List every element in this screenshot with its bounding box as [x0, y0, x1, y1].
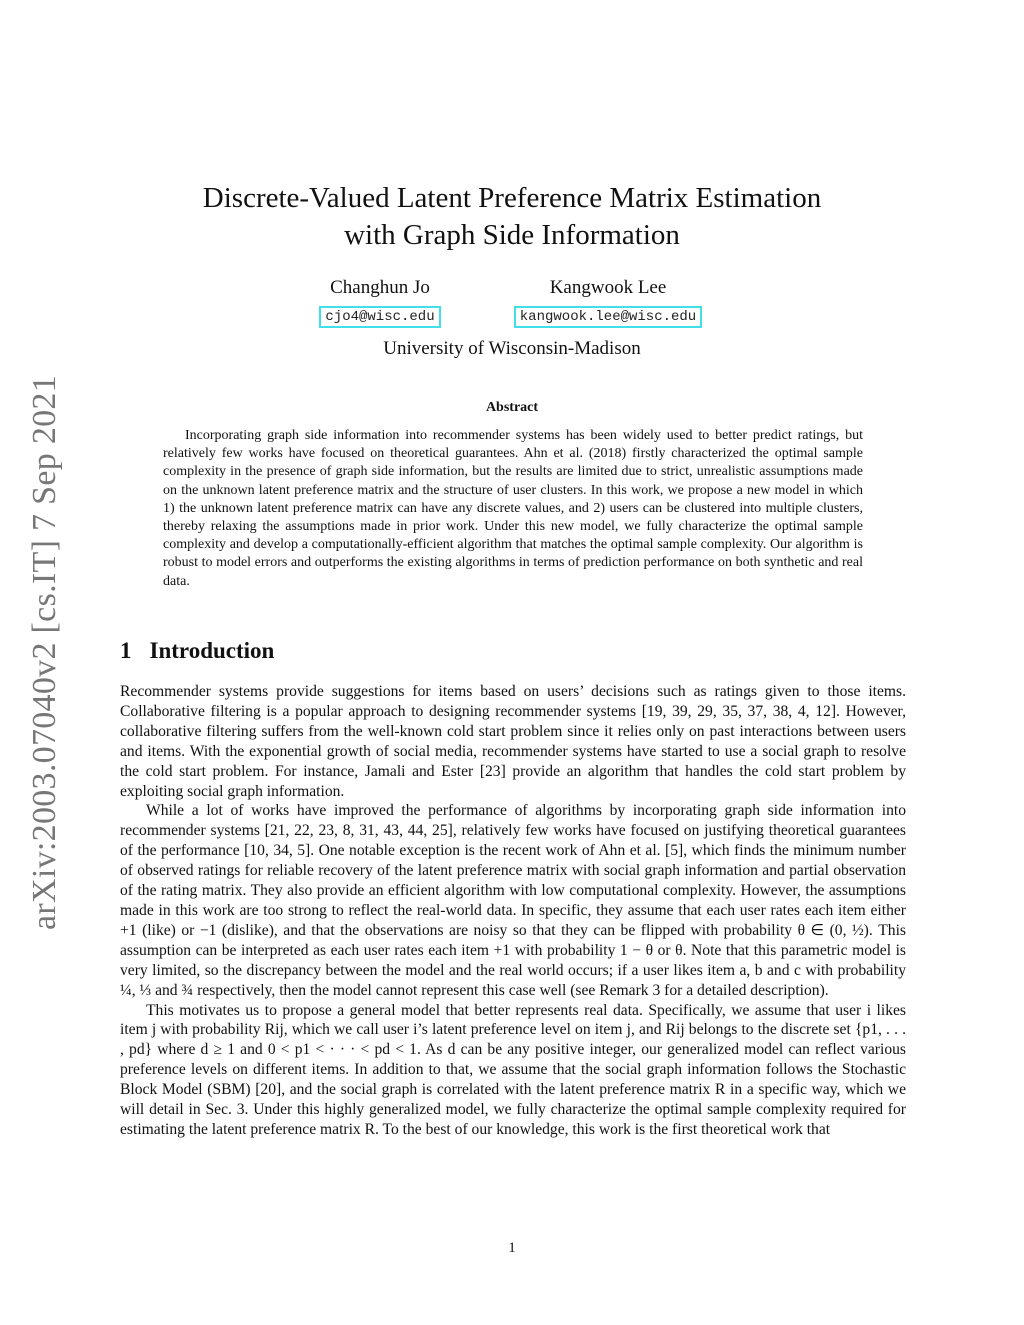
page-number: 1 [508, 1240, 516, 1256]
introduction-body [120, 682, 906, 1140]
affiliation: University of Wisconsin-Madison [383, 338, 641, 359]
author-2 [500, 276, 716, 328]
paper-title [120, 180, 904, 254]
author-email-link[interactable]: kangwook.lee@wisc.edu [514, 306, 702, 328]
paragraph: This motivates us to propose a general model that better represents real data. Specifically, we assume that user i likes item j with probability Rij, which we call user i’s latent preference level on item j, and Rij belongs to the discrete set {p1, . . . , pd} where d ≥ 1 and 0 < p1 < · · · < pd < 1. As d can be any positive integer, our generalized model can reflect various preference levels on different items. In addition to that, we assume that the social graph information follows the Stochastic Block Model (SBM) [20], and the social graph is correlated with the latent preference matrix R in a specific way, which we will detail in Sec. 3. Under this highly generalized model, we fully characterize the optimal sample complexity required for estimating the latent preference matrix R. To the best of our knowledge, this work is the first theoretical work that [120, 1001, 906, 1138]
abstract-heading: Abstract [485, 400, 539, 415]
paragraph: Recommender systems provide suggestions for items based on users’ decisions such as ratings given to those items. Collaborative filtering is a popular approach to designing recommender systems [19, 39, 29, 35, 37, 38, 4, 12]. However, collaborative filtering suffers from the well-known cold start problem since it relies only on past interactions between users and items. With the exponential growth of social media, recommender systems have started to use a social graph to resolve the cold start problem. For instance, Jamali and Ester [23] provide an algorithm that handles the cold start problem by exploiting social graph information. [120, 683, 906, 800]
author-name: Kangwook Lee [549, 277, 667, 298]
author-1 [300, 276, 460, 328]
section-title: Introduction [149, 638, 275, 663]
arxiv-side-stamp [26, 374, 66, 930]
section-heading [120, 638, 274, 664]
author-email-link[interactable]: cjo4@wisc.edu [319, 306, 440, 328]
section-number: 1 [120, 638, 132, 663]
abstract-text: Incorporating graph side information into recommender systems has been widely used to better predict ratings, but relatively few works have focused on theoretical guarantees. Ahn et al. (2018) firstly characterized the optimal sample complexity in the presence of graph side information, but the results are limited due to strict, unrealistic assumptions made on the unknown latent preference matrix and the structure of user clusters. In this work, we propose a new model in which 1) the unknown latent preference matrix can have any discrete values, and 2) users can be clustered into multiple clusters, thereby relaxing the assumptions made in prior work. Under this new model, we fully characterize the optimal sample complexity and develop a computationally-efficient algorithm that matches the optimal sample complexity. Our algorithm is robust to model errors and outperforms the existing algorithms in terms of prediction performance on both synthetic and real data. [163, 428, 863, 589]
title-line-1: Discrete-Valued Latent Preference Matrix Estimation [202, 182, 822, 214]
paragraph: While a lot of works have improved the performance of algorithms by incorporating graph side information into recommender systems [21, 22, 23, 8, 31, 43, 44, 25], relatively few works have focused on justifying theoretical guarantees of the performance [10, 34, 5]. One notable exception is the recent work of Ahn et al. [5], which finds the minimum number of observed ratings for reliable recovery of the latent preference matrix with social graph information and partial observation of the rating matrix. They also provide an efficient algorithm with low computational complexity. However, the assumptions made in this work are too strong to reflect the real-world data. In specific, they assume that each user rates each item either +1 (like) or −1 (dislike), and that the observations are noisy so that they can be flipped with probability θ ∈ (0, ½). This assumption can be interpreted as each user rates each item +1 with probability 1 − θ or θ. Note that this parametric model is very limited, so the discrepancy between the model and the real world occurs; if a user likes item a, b and c with probability ¼, ⅓ and ¾ respectively, then the model cannot represent this case well (see Remark 3 for a detailed description). [120, 802, 906, 999]
title-line-2: with Graph Side Information [344, 219, 680, 251]
arxiv-identifier: arXiv:2003.07040v2 [cs.IT] 7 Sep 2021 [26, 374, 63, 930]
author-name: Changhun Jo [330, 277, 430, 298]
